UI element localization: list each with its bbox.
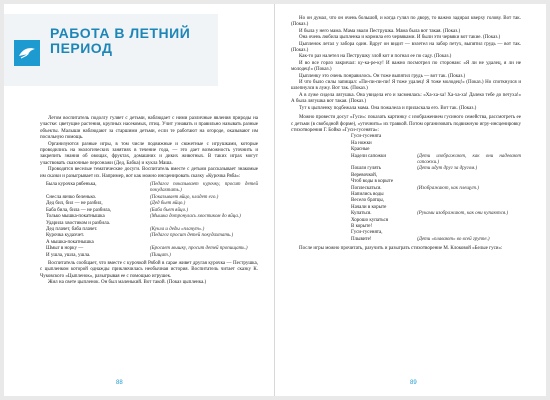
section-ribbon [14,40,40,66]
poem-line: А мышка-покатнышка [46,239,94,245]
poem-line: Весело братцы, [351,198,385,204]
poem-line: Веревочкой, [351,172,378,178]
poem-line: Гуси-гусенята [351,134,382,140]
poem-line: Снесла яичко беленько. (Показывает яйцо, кладет его.) [46,194,219,200]
poem-line: Чтоб воды в корыте [351,179,394,185]
story-line: Она очень любила цыпленка и кормила его червяками. И были эти червяки вот такие. (Показ.) [299,35,501,41]
right-page [275,4,546,396]
poem-line: Ударила хвостиком и разбила. [46,220,111,226]
poem-line: Курочка кудахчет. (Педагог просит детей покудахтать.) [46,233,234,239]
poem-line: Начали в корыте [351,204,387,210]
paragraph: Проводятся веселые тематические досуги. Воспитатель вместе с детьми рассказывает знакомые им сказки и разыгрывает их. Например, вот как можно инсценировать сказку «Курочка Ряба»: [40,167,258,179]
story-line: Как-то раз налетел на Пеструшку злой кот и погнал ее по саду. (Показ.) [299,54,452,60]
left-body [40,116,258,287]
left-page [4,4,275,396]
paragraph: Организуются разные игры, в том числе подвижные и сюжетные с игрушками, которые проводились на экологических занятиях в течение года, — это дает возможность уточнить и закрепить знания об овощах, фруктах, домашних и диких животных. В таких играх могут участвовать сказочные персонажи (Дед, Бабка) и кукла Маша. [40,141,258,166]
poem-line: В корыте! [351,224,373,229]
poem-line: И ушла, ушла, ушла. (Пищат.) [46,252,171,258]
story-line: А в луже сидела лягушка. Она увидела его и засмеялась: «Ха-ха-ха! Ха-ха-ха! Далеко тебе до петуха!» А была лягушка вот такая. (Показ.) [291,92,521,105]
page-title: РАБОТА В ЛЕТНИЙ ПЕРИОД [50,25,191,56]
page-number: 89 [410,380,417,386]
poem-line: Красные [351,147,370,153]
poem-gusi [351,134,521,243]
poem-line: Купаться. (Руками изображают, как они купаются.) [351,211,509,217]
paragraph: Можно провести досуг «Гуси»: показать картинку с изображением гусиного семейства, рассмотреть ее с детьми (в свободной форме), «уточнить» их травкой. Потом организовать подвижную игру-инсценировку стихотворения Г. Бойко «Гуси-гусенята»: [291,115,521,133]
poem-line: Шмыг в норку — (Бросает мышку, просит детей пропищать.) [46,246,248,252]
paragraph: Жил на свете цыпленок. Он был маленький. Вот такой. (Показ цыпленка.) [48,280,207,286]
poem-line: На ножки [351,140,372,146]
poem-line: Плывите! (Дети «плавают» во всей группе.) [351,236,490,242]
poem-line: Напились воды [351,191,384,197]
bird-icon [18,46,36,60]
poem-line: Пошли гулять (Дети идут друг за другом.) [351,166,478,172]
story-line: И что было силы запищал: «Пи-пи-пи-пи! Я тоже удалец! Я тоже молодец!» (Показ.) Но споткнулся и шлепнулся в лужу. Вот так. (Показ.) [291,80,521,92]
poem-line: Хорошо купаться [351,217,389,223]
poem-line: Дед плачет, баба плачет. (Кукла и деды «плачут».) [46,226,205,232]
story-line: И была у него мама. Мама звали Пеструшка. Мама была вот такая. (Показ.) [299,28,461,34]
poem-line: Гуси-гусенята, [351,230,383,236]
right-body [291,16,521,253]
poem-kurochka [46,182,258,259]
story-line: Цыпленок летал у забора один. Вдруг он видит — взлетел на забор петух, выпятил грудь — вот так. (Показ.) [291,41,521,54]
book-spread [4,4,546,396]
story-line: И во все горло закричал: ку-ка-ре-ку! И важно посмотрел по сторонам: «Я ли не удалец, я ли не молодец!» (Показ.) [291,60,521,73]
story-line: Тут к цыпленку подбежала мама. Она пожалела и приласкала его. Вот так. (Показ.) [299,105,477,111]
poem-line: Только мышка-покатнышка (Мышка дотронулась хвостиком до яйца.) [46,214,241,220]
story-line: Но он думал, что он очень большой, и когда гулял по двору, то важно задирал кверху голову. Вот так. (Показ.) [291,16,521,28]
poem-line: Дед бил, бил — не разбил, (Дед бьет яйцо.) [46,201,186,207]
poem-line: Была курочка рябенька, (Педагог показывает курочку, просит детей покудахтать.) [46,182,258,194]
poem-line: Поплескаться. (Изображают, как плещут.) [351,185,479,191]
poem-line: Надели сапожки (Дети изображают, как они надевают сапожки.) [351,153,521,165]
poem-line: Баба била, била — не разбила, (Баба бьет яйцо.) [46,207,188,213]
page-number: 88 [116,380,123,386]
paragraph: Воспитатель сообщает, что вместе с курочкой Рябой в сарае живет другая курочка — Пеструшка, с цыпленком которой однажды приключилась необычная история. Воспитатель читает сказку К. Чуковского «Цыпленок», разыгрывая ее с помощью игрушек. [40,260,258,279]
paragraph: После игры можно прочитать, разучить и разыграть стихотворение М. Клоковой «Белые гуси»: [299,246,503,252]
paragraph: Летом воспитатель подолгу гуляет с детьми, наблюдает с ними различные явления природы на участке: цветущие растения, крупных насекомых, птиц. Учит узнавать и правильно называть разные объекты. Малыши наблюдают за старшими детьми, если те работают на огороде, оказывают им посильную помощь. [40,116,258,141]
story-line: Цыпленку это очень понравилось. Он тоже выпятил грудь — вот так. (Показ.) [299,73,466,79]
